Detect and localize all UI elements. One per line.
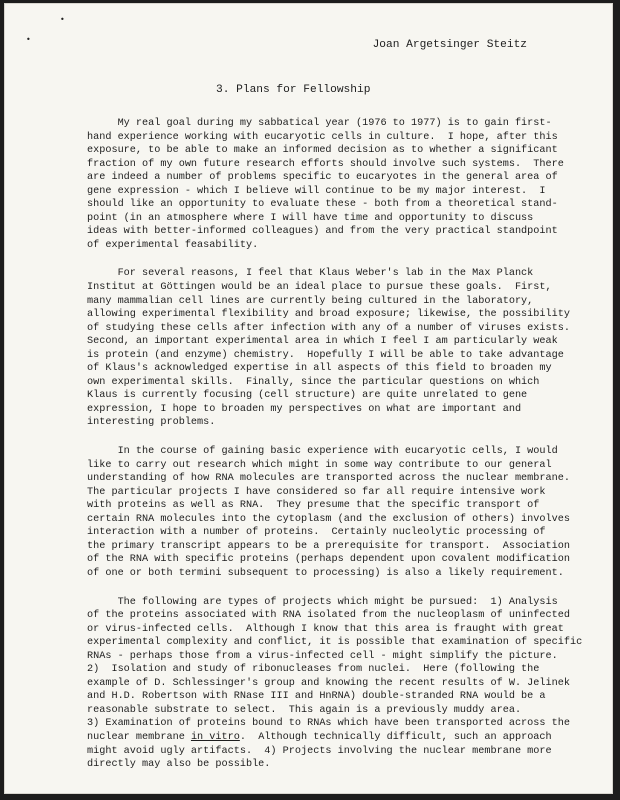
paragraph-line: hand experience working with eucaryotic cells in culture. I hope, after this bbox=[87, 131, 558, 143]
paragraph-line: ideas with better-informed colleagues) and from the very practical standpoint bbox=[87, 226, 558, 238]
paragraph-line: gene expression - which I believe will continue to be my major interest. I bbox=[87, 185, 546, 197]
paragraph-line: interesting problems. bbox=[87, 417, 216, 429]
paragraph-line: For several reasons, I feel that Klaus Weber's lab in the Max Planck bbox=[87, 268, 534, 280]
author-name: Joan Argetsinger Steitz bbox=[372, 39, 527, 51]
paragraph-line: and H.D. Robertson with RNase III and HnRNA) double-stranded RNA would be a bbox=[87, 691, 546, 703]
paragraph-line: interaction with a number of proteins. Certainly nucleolytic processing of bbox=[87, 527, 546, 539]
paragraph-line: exposure, to be able to make an informed decision as to whether a significant bbox=[87, 145, 558, 157]
paragraph-line: of experimental feasability. bbox=[87, 239, 259, 251]
paragraph-line: nuclear membrane in vitro. Although technically difficult, such an approach bbox=[87, 731, 552, 743]
paragraph-line: The particular projects I have considered so far all require intensive work bbox=[87, 486, 546, 498]
paragraph-line: Klaus is currently focusing (cell structure) are quite unrelated to gene bbox=[87, 390, 528, 402]
paragraph-line: many mammalian cell lines are currently being cultured in the laboratory, bbox=[87, 295, 534, 307]
paragraph-line: example of D. Schlessinger's group and knowing the recent results of W. Jelinek bbox=[87, 677, 570, 689]
paragraph-line: the primary transcript appears to be a prerequisite for transport. Association bbox=[87, 540, 570, 552]
paragraph-line: point (in an atmosphere where I will have time and opportunity to discuss bbox=[87, 212, 534, 224]
paragraph-line: reasonable substrate to select. This again is a previously muddy area. bbox=[87, 704, 522, 716]
paragraph-line: Second, an important experimental area in which I feel I am particularly weak bbox=[87, 336, 558, 348]
paragraph-line: understanding of how RNA molecules are transported across the nuclear membrane. bbox=[87, 473, 570, 485]
paragraph-line: fraction of my own future research efforts should involve such systems. There bbox=[87, 158, 564, 170]
paragraph-line: is protein (and enzyme) chemistry. Hopefully I will be able to take advantage bbox=[87, 349, 564, 361]
paragraph-line: experimental complexity and conflict, it is possible that examination of specific bbox=[87, 637, 583, 649]
paragraph-line: of the proteins associated with RNA isolated from the nucleoplasm of uninfected bbox=[87, 610, 570, 622]
paragraph-line: allowing experimental flexibility and broad exposure; likewise, the possibility bbox=[87, 309, 570, 321]
paragraph-line: of the RNA with specific proteins (perhaps dependent upon covalent modification bbox=[87, 554, 570, 566]
underlined-term: in vitro bbox=[190, 731, 240, 743]
paragraph-line: certain RNA molecules into the cytoplasm (and the exclusion of others) involves bbox=[87, 513, 570, 525]
paragraph-line: My real goal during my sabbatical year (1976 to 1977) is to gain first- bbox=[87, 118, 552, 129]
paragraph-rna-transport bbox=[87, 445, 570, 580]
paragraph-line: Institut at Göttingen would be an ideal place to pursue these goals. First, bbox=[87, 282, 552, 294]
paragraph-line: of one or both termini subsequent to processing) is also a likely requirement. bbox=[87, 567, 564, 579]
margin-mark: • bbox=[26, 35, 31, 44]
paragraph-line: or virus-infected cells. Although I know that this area is fraught with great bbox=[87, 623, 564, 635]
paragraph-line: of studying these cells after infection with any of a number of viruses exists. bbox=[87, 322, 570, 334]
paragraph-projects bbox=[87, 596, 583, 772]
paragraph-line: should like an opportunity to evaluate these - both from a theoretical stand- bbox=[87, 199, 558, 211]
paragraph-line: The following are types of projects which might be pursued: 1) Analysis bbox=[87, 596, 558, 608]
paragraph-line: own experimental skills. Finally, since the particular questions on which bbox=[87, 376, 540, 388]
paragraph-line: RNAs - perhaps those from a virus-infected cell - might simplify the picture. bbox=[87, 650, 558, 662]
paragraph-line: are indeed a number of problems specific to eucaryotes in the general area of bbox=[87, 172, 558, 184]
document-body bbox=[87, 117, 583, 787]
paragraph-line: of Klaus's acknowledged expertise in all aspects of this field to broaden my bbox=[87, 363, 552, 375]
section-title: 3. Plans for Fellowship bbox=[216, 84, 371, 96]
margin-mark: • bbox=[60, 15, 65, 24]
paragraph-line: with proteins as well as RNA. They presume that the specific transport of bbox=[87, 500, 540, 512]
paragraph-line: might avoid ugly artifacts. 4) Projects involving the nuclear membrane more bbox=[87, 745, 552, 757]
paragraph-line: 3) Examination of proteins bound to RNAs which have been transported across the bbox=[87, 718, 570, 730]
paragraph-line: 2) Isolation and study of ribonucleases from nuclei. Here (following the bbox=[87, 664, 540, 676]
paragraph-line: In the course of gaining basic experience with eucaryotic cells, I would bbox=[87, 446, 558, 458]
document-page bbox=[4, 3, 613, 794]
paragraph-line: like to carry out research which might in some way contribute to our general bbox=[87, 459, 552, 471]
paragraph-weber-lab bbox=[87, 267, 570, 430]
paragraph-line: expression, I hope to broaden my perspectives on what are important and bbox=[87, 403, 522, 415]
paragraph-line: directly may also be possible. bbox=[87, 759, 271, 771]
paragraph-sabbatical-goal bbox=[87, 117, 564, 252]
